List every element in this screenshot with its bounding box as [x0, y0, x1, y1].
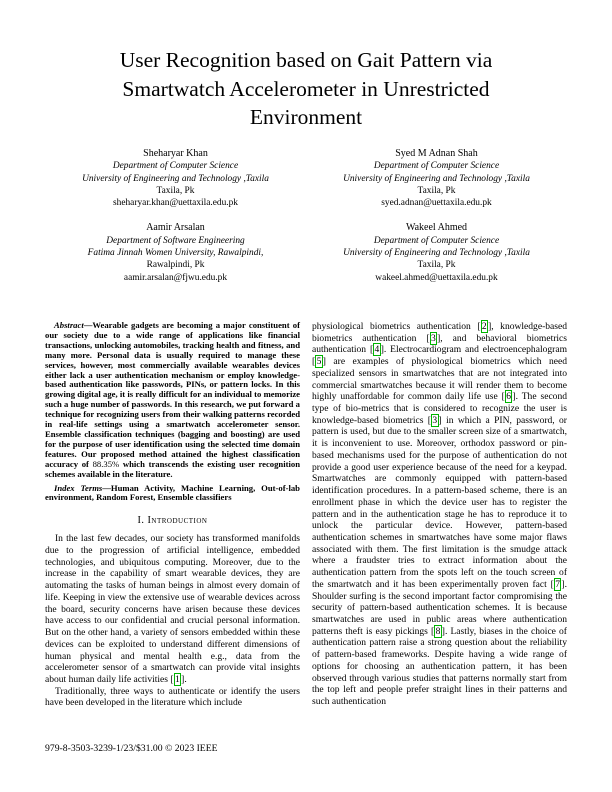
text-segment: Abstract	[54, 320, 84, 330]
text-segment: which transcends the existing user recognition schemes available in the literature.	[45, 458, 300, 479]
citation-link[interactable]: 7	[555, 578, 561, 590]
author-department: Department of Computer Science	[373, 235, 500, 246]
right-column-text: physiological biometrics authentication [2], knowledge-based biometrics authentication [3], and behavioral biometrics authentication [4]. Electrocardiogram and electroencephalogram [5] are examples of physiological biometrics which need specialized sensors in smartwatches that are not integrated into commercial smartwatches because it will render them to become highly unaffordable for common daily life use [6]. The second type of bio-metrics that is considered to recognize the user is knowledge-based biometrics [3] in which a PIN, password, or pattern is used, but due to the smaller screen size of a smartwatch, it is inconvenient to use. Moreover, orthodox password or pin-based mechanisms used for the purpose of authentication do not provide a good user experience because of the need for a keypad. Smartwatches are commonly equipped with pattern-based identification procedures. In a pattern-based scheme, there is an enrollment phase in which the device user has to register the pattern and in the authentication stage he has to reproduce it to unlock the particular device. However, pattern-based authentication schemes in smartwatches have some major flaws associated with them. The first limitation is the smudge attack where a fraudster tries to extract information about the authentication pattern from the spots left on the touch screen of the smartwatch and it has been experimentally proven fact [7]. Shoulder surfing is the second important factor compromising the security of pattern-based authentication schemes. It is because smartwatches are used in public areas where authentication patterns theft is easy pickings [8]. Lastly, biases in the choice of authentication pattern raise a strong question about the reliability of pattern-based frameworks. Despite having a wide range of options for choosing an authentication pattern, it has been observed through various studies that patterns normally start from the top left and people prefer straight lines in their patterns and such authentication	[312, 321, 568, 707]
text-segment: 88.35%	[92, 458, 120, 469]
author-affiliation: Fatima Jinnah Women University, Rawalpindi,	[87, 248, 264, 259]
author-block	[45, 222, 306, 283]
author-name: Wakeel Ahmed	[405, 222, 468, 234]
citation-link[interactable]: 2	[481, 321, 487, 332]
author-location: Taxila, Pk	[417, 260, 456, 271]
citation-link[interactable]: 4	[374, 344, 380, 356]
paper-title-line: Environment	[249, 105, 363, 129]
paper-title-line: Smartwatch Accelerometer in Unrestricted	[122, 76, 490, 101]
text-segment: Index Terms	[54, 482, 103, 493]
author-email: aamir.arsalan@fjwu.edu.pk	[123, 272, 228, 283]
citation-link[interactable]: 1	[174, 673, 180, 685]
author-name: Syed M Adnan Shah	[395, 148, 478, 159]
author-department: Department of Computer Science	[373, 161, 500, 172]
citation-link[interactable]: 5	[316, 356, 322, 368]
author-location: Taxila, Pk	[417, 185, 456, 196]
copyright-notice: 979-8-3503-3239-1/23/$31.00 © 2023 IEEE	[45, 743, 218, 754]
author-department: Department of Computer Science	[112, 161, 239, 172]
citation-link[interactable]: 8	[435, 625, 441, 637]
author-block	[306, 148, 567, 209]
body-columns	[45, 321, 567, 709]
author-block	[45, 148, 306, 209]
text-segment: —Wearable gadgets are becoming a major constituent of our society due to a wide range of applications like financial transactions, unlocking automobiles, tracking health and fitness, and many more. Personal data is usually required to manage these services, however, most commercially available wearables devices either lack a user authentication mechanism or employ knowledge-based authentication like passwords, PINs, or pattern locks. In this growing digital age, it is really difficult for an individual to memorize such a huge number of passwords. In this research, we put forward a technique for recognizing users from their walking patterns recorded in real-life settings using a smartwatch accelerometer sensor. Ensemble classification techniques (bagging and boosting) are used for the purpose of user identification using the selected time domain features. Our proposed method attained the highest classification accuracy of	[45, 320, 300, 469]
author-location: Taxila, Pk	[156, 185, 195, 196]
author-name: Sheharyar Khan	[143, 148, 208, 159]
citation-link[interactable]: 3	[430, 332, 436, 344]
author-block	[306, 222, 567, 283]
abstract-paragraph	[45, 321, 300, 480]
author-email: wakeel.ahmed@uettaxila.edu.pk	[375, 272, 498, 283]
author-email: sheharyar.khan@uettaxila.edu.pk	[113, 198, 238, 209]
author-department: Department of Software Engineering	[106, 235, 245, 246]
author-list	[45, 148, 567, 297]
introduction-paragraph-1: In the last few decades, our society has transformed manifolds due to the progression of artificial intelligence, embedded technologies, and ubiquitous computing. Moreover, due to the increase in the capability of smart wearable devices, they are automating the tasks of human beings in almost every domain of life. Keeping in view the extensive use of wearable devices across the board, security concerns have arisen because these devices have access to our confidential and crucial personal information. But on the other hand, a variety of sensors embedded within these devices can be exploited to understand different dimensions of human physical and mental health e.g., data from the accelerometer sensor of a smartwatch can provide vital insights about human daily life activities [1].	[45, 533, 300, 685]
section-heading-introduction: I. Introduction	[137, 515, 208, 527]
author-name: Aamir Arsalan	[146, 222, 205, 234]
citation-link[interactable]: 3	[432, 414, 438, 426]
author-affiliation: University of Engineering and Technology ,Taxila	[343, 173, 530, 184]
paper-title-line: User Recognition based on Gait Pattern via	[119, 48, 493, 72]
left-column	[45, 321, 300, 709]
text-segment: —Human Activity, Machine Learning, Out-of-lab environment, Random Forest, Ensemble classifiers	[45, 482, 300, 503]
author-location: Rawalpindi, Pk	[146, 260, 205, 271]
paper-title	[0, 46, 612, 132]
citation-link[interactable]: 6	[506, 391, 511, 403]
author-affiliation: University of Engineering and Technology ,Taxila	[82, 173, 269, 184]
index-terms-paragraph	[45, 484, 300, 504]
right-column	[312, 321, 567, 709]
author-affiliation: University of Engineering and Technology ,Taxila	[343, 248, 530, 259]
introduction-paragraph-2: Traditionally, three ways to authenticate or identify the users have been developed in the literature which include	[45, 685, 300, 709]
author-email: syed.adnan@uettaxila.edu.pk	[381, 198, 492, 209]
